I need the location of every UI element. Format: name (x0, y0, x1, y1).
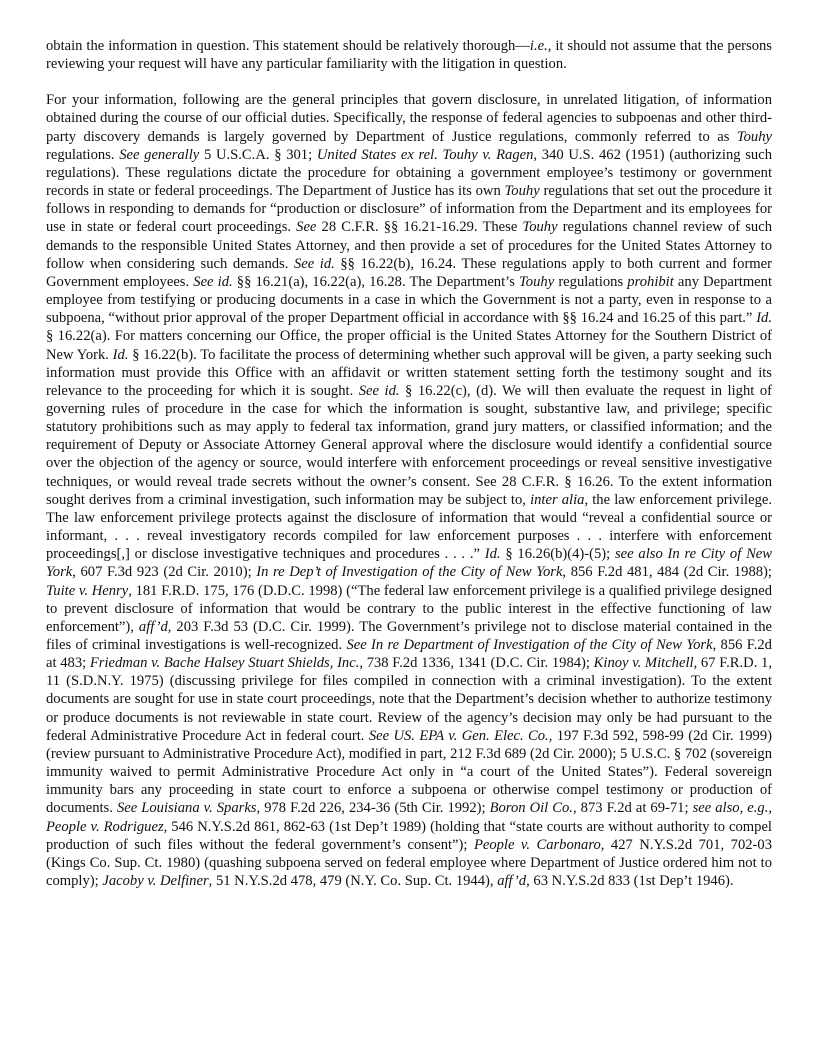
text-run: , it should not assume that the persons reviewing your request will have any particular familiarity with the litigation in question. (46, 38, 772, 73)
text-run: § 16.26(b)(4)-(5); (500, 546, 615, 563)
text-run: any Department employee from testifying or producing documents in a case in which the Government is not a party, even in response to a subpoena, “without prior approval of the proper Department official in accordance with §§ 16.24 and 16.25 of this part.” (46, 273, 773, 327)
text-run: regulations channel review of such demands to the responsible United States Attorney, and then provide a set of procedures for the United States Attorney to follow when considering such demands. (46, 219, 772, 272)
text-run: , 203 F.3d 53 (D.C. Cir. 1999). The Government’s privilege not to disclose material contained in the files of criminal investigations is well-recognized. (46, 618, 772, 653)
italic-text-run: Tuite v. Henry (46, 582, 129, 599)
italic-text-run: Id. (484, 546, 501, 563)
italic-text-run: See US. EPA v. Gen. Elec. Co. (368, 727, 549, 744)
text-run: , 738 F.2d 1336, 1341 (D.C. Cir. 1984); (359, 655, 594, 672)
italic-text-run: see also, e.g., People v. Rodriguez (46, 800, 773, 835)
text-run: § 16.22(c), (d). We will then evaluate the request in light of governing rules of procedure in the case for which the information is sought, substantive law, and privilege; specific statutory prohibitions such as may apply to federal tax information, grand jury matters, or classified information; and the requirement of Deputy or Associate Attorney General approval where the disclosure would identify a confidential source over the objection of the agency or source, would interfere with enforcement proceedings or reveal sensitive investigative techniques, or would reveal trade secrets without the owner’s consent. See 28 C.F.R. § 16.26. To the extent information sought derives from a criminal investigation, such information may be subject to, (46, 382, 772, 508)
italic-text-run: Boron Oil Co. (489, 800, 573, 817)
italic-text-run: See id. (193, 273, 233, 290)
text-run: , 546 N.Y.S.2d 861, 862-63 (1st Dep’t 1989) (holding that “state courts are without authority to compel production of such files without the federal government’s consent”); (46, 818, 772, 853)
text-run: , 856 F.2d 481, 484 (2d Cir. 1988); (562, 564, 772, 581)
italic-text-run: United States ex rel. Touhy v. Ragen (316, 146, 534, 163)
text-run: regulations. (46, 146, 120, 163)
text-run: , 67 F.R.D. 1, 11 (S.D.N.Y. 1975) (discussing privilege for files compiled in connection with a criminal investigation). To the extent documents are sought for use in state court proceedings, note that the Department’s decision whether to authorize testimony or produce documents is not reviewable in state court. Review of the agency’s decision may only be had pursuant to the federal Administrative Procedure Act in federal court. (46, 655, 772, 744)
text-run: § 16.22(b). To facilitate the process of determining whether such approval will be given, a party seeking such information must provide this Office with an affidavit or written statement setting forth the testimony sought and its relevance to the proceeding for which it is sought. (46, 346, 772, 399)
text-run: For your information, following are the general principles that govern disclosure, in unrelated litigation, of information obtained during the course of our official duties. Specifically, the response of federal agencies to subpoenas and other third-party discovery demands is largely governed by Department of Justice regulations, commonly referred to as (46, 92, 772, 145)
italic-text-run: prohibit (627, 273, 674, 290)
text-run: , the law enforcement privilege. The law enforcement privilege protects against the disclosure of information that would “reveal a confidential source or informant, . . . reveal investigatory records compiled for law enforcement purposes . . . interfere with enforcement proceedings[,] or disclose investigative techniques and procedures . . . .” (46, 491, 772, 563)
text-run: , 340 U.S. 462 (1951) (authorizing such regulations). These regulations dictate the procedure for obtaining a government employee’s testimony or government records in state or federal proceedings. The Department of Justice has its own (46, 146, 772, 200)
text-run: , 427 N.Y.S.2d 701, 702-03 (Kings Co. Sup. Ct. 1980) (quashing subpoena served on federal employee where Department of Justice ordered him not to comply); (46, 836, 772, 890)
text-run: , 197 F.3d 592, 598-99 (2d Cir. 1999) (review pursuant to Administrative Procedure Act), modified in part, 212 F.3d 689 (2d Cir. 2000); 5 U.S.C. § 702 (sovereign immunity waived to permit Administrative Procedure Act only in “a court of the United States”). Federal sovereign immunity bars any proceeding in state court to enforce a subpoena or otherwise compel testimony or production of documents. (46, 727, 772, 817)
italic-text-run: Touhy (522, 219, 558, 236)
italic-text-run: Touhy (519, 273, 555, 290)
italic-text-run: See In re Department of Investigation of the City of New York (346, 637, 713, 653)
italic-text-run: i.e. (529, 38, 548, 54)
text-run: obtain the information in question. This statement should be relatively thorough— (46, 38, 530, 54)
text-run: §§ 16.21(a), 16.22(a), 16.28. The Department’s (232, 273, 520, 290)
italic-text-run: See (296, 219, 317, 236)
paragraph-disclosure-principles (46, 91, 772, 890)
italic-text-run: Friedman v. Bache Halsey Stuart Shields, Inc. (89, 655, 360, 672)
italic-text-run: Id. (112, 346, 129, 363)
italic-text-run: Touhy (736, 128, 772, 145)
text-run: , 181 F.R.D. 175, 176 (D.D.C. 1998) (“The federal law enforcement privilege is a qualified privilege designed to prevent disclosure of information that would be contrary to the public interest in the effective functioning of law enforcement”), (46, 582, 772, 635)
text-run: 28 C.F.R. §§ 16.21-16.29. These (316, 219, 523, 236)
text-run: §§ 16.22(b), 16.24. These regulations apply to both current and former Government employees. (46, 255, 772, 290)
italic-text-run: aff’d (497, 873, 527, 890)
italic-text-run: aff’d (138, 618, 168, 635)
italic-text-run: Id. (756, 310, 772, 327)
italic-text-run: inter alia (530, 491, 585, 508)
italic-text-run: Jacoby v. Delfiner (102, 873, 209, 890)
italic-text-run: See id. (358, 382, 400, 399)
text-run: regulations that set out the procedure it follows in responding to demands for “production or disclosure” of information from the Department and its employees for use in state or federal court proceedings. (46, 183, 772, 236)
text-run: , 607 F.3d 923 (2d Cir. 2010); (72, 564, 257, 581)
italic-text-run: People v. Carbonaro (473, 836, 601, 853)
italic-text-run: Touhy (504, 183, 540, 200)
italic-text-run: See id. (293, 255, 335, 272)
italic-text-run: In re Dep’t of Investigation of the City of New York (256, 564, 563, 581)
text-run: § 16.22(a). For matters concerning our Office, the proper official is the United States Attorney for the Southern District of New York. (46, 328, 772, 363)
text-run: , 63 N.Y.S.2d 833 (1st Dep’t 1946). (526, 873, 734, 890)
italic-text-run: See generally (119, 146, 200, 163)
paragraph-spacer (46, 73, 772, 91)
text-run: , 873 F.2d at 69-71; (572, 800, 693, 817)
italic-text-run: Kinoy v. Mitchell (593, 655, 694, 672)
text-run: , 856 F.2d at 483; (46, 637, 772, 672)
italic-text-run: see also In re City of New York (46, 546, 773, 581)
paragraph-continuation (46, 37, 772, 73)
text-run: , 978 F.2d 226, 234-36 (5th Cir. 1992); (256, 800, 490, 817)
text-run: regulations (554, 273, 628, 290)
italic-text-run: See Louisiana v. Sparks (116, 800, 257, 817)
text-run: , 51 N.Y.S.2d 478, 479 (N.Y. Co. Sup. Ct. 1944), (208, 873, 498, 890)
text-run: 5 U.S.C.A. § 301; (199, 146, 317, 163)
